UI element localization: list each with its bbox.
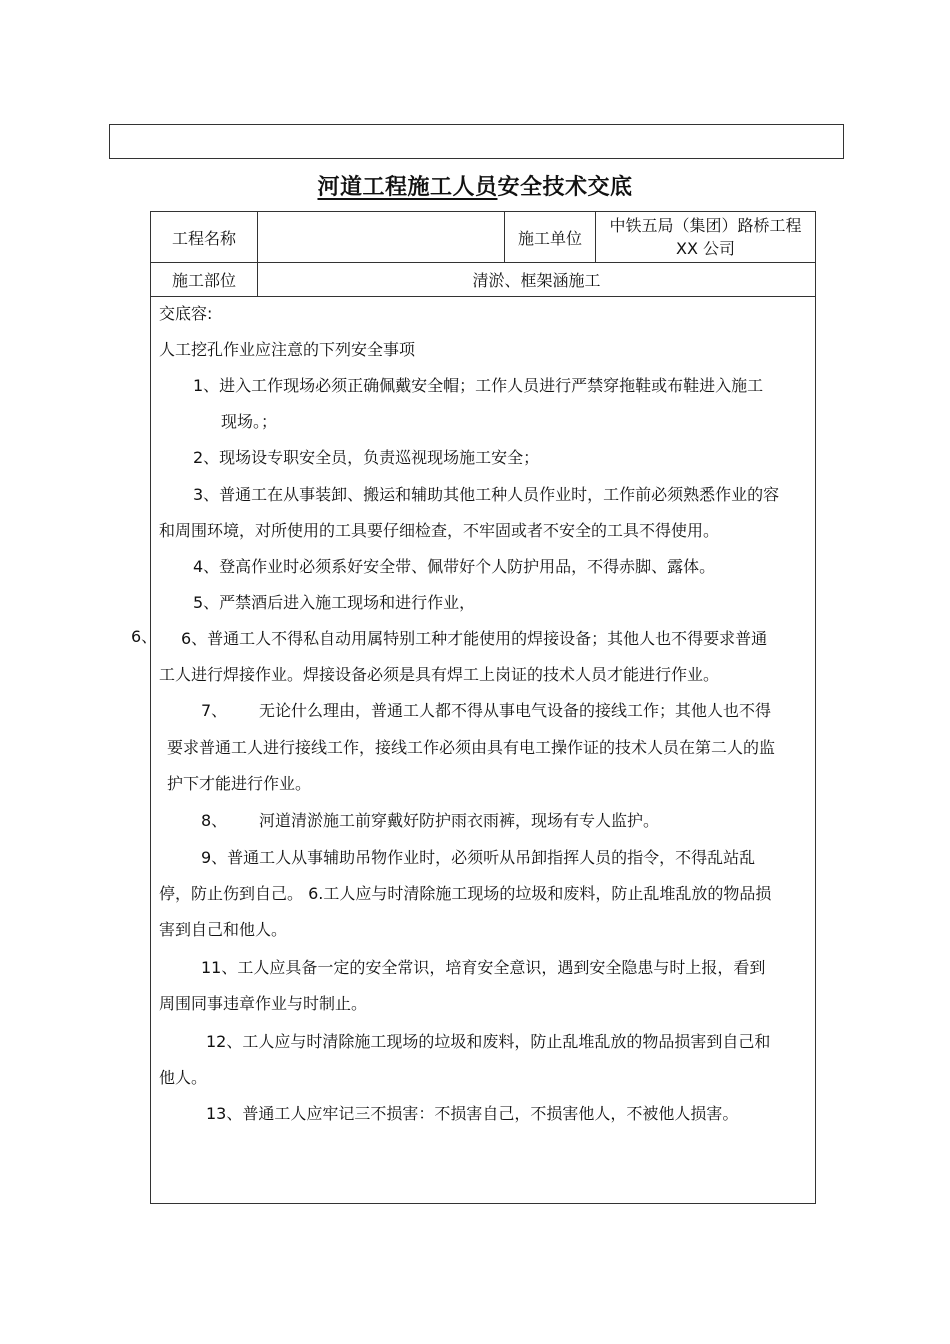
title-underlined-part: 河道工程施工人员 [317, 175, 498, 200]
unit-label: 施工单位 [517, 228, 582, 248]
body-line: 工人进行焊接作业。焊接设备必须是具有焊工上岗证的技术人员才能进行作业。 [159, 665, 720, 684]
body-line: 3、普通工在从事装卸、搬运和辅助其他工种人员作业时，工作前必须熟悉作业的容 [193, 485, 780, 504]
location-value: 清淤、框架涵施工 [472, 271, 601, 290]
body-line: 周围同事违章作业与时制止。 [159, 994, 368, 1013]
unit-value-line2: XX 公司 [675, 239, 735, 258]
body-line: 13、普通工人应牢记三不损害：不损害自己，不损害他人，不被他人损害。 [206, 1104, 739, 1123]
document-title [0, 170, 950, 201]
body-line: 2、现场设专职安全员，负责巡视现场施工安全； [193, 448, 540, 467]
body-line: 护下才能进行作业。 [167, 774, 312, 793]
body-line: 11、工人应具备一定的安全常识，培育安全意识，遇到安全隐患与时上报，看到 [201, 958, 766, 977]
body-line: 人工挖孔作业应注意的下列安全事项 [159, 340, 416, 359]
body-line: 交底容: [159, 304, 213, 323]
body-line: 5、严禁酒后进入施工现场和进行作业， [193, 593, 476, 612]
body-line: 河道清淤施工前穿戴好防护雨衣雨裤，现场有专人监护。 [259, 811, 660, 830]
body-line: 现场。； [221, 412, 278, 431]
grid-line [151, 296, 815, 297]
body-line: 9、普通工人从事辅助吊物作业时，必须听从吊卸指挥人员的指令，不得乱站乱 [201, 848, 756, 867]
body-line: 他人。 [159, 1068, 208, 1087]
header-blank-box [109, 124, 844, 159]
title-rest-part: 安全技术交底 [497, 175, 633, 200]
body-line: 4、登高作业时必须系好安全带、佩带好个人防护用品，不得赤脚、露体。 [193, 557, 716, 576]
body-line: 12、工人应与时清除施工现场的垃圾和废料，防止乱堆乱放的物品损害到自己和 [206, 1032, 771, 1051]
body-line: 7、 [201, 701, 228, 720]
unit-value [596, 212, 815, 262]
body-line: 6、普通工人不得私自动用属特别工种才能使用的焊接设备；其他人也不得要求普通 [181, 629, 768, 648]
body-line: 停，防止伤到自己。 6.工人应与时清除施工现场的垃圾和废料，防止乱堆乱放的物品损 [159, 884, 772, 903]
project-name-value [258, 212, 504, 262]
unit-value-line1: 中铁五局（集团）路桥工程 [609, 216, 802, 235]
body-line: 1、进入工作现场必须正确佩戴安全帽；工作人员进行严禁穿拖鞋或布鞋进入施工 [193, 376, 764, 395]
body-line: 和周围环境，对所使用的工具要仔细检查，不牢固或者不安全的工具不得使用。 [159, 521, 720, 540]
project-name-label: 工程名称 [171, 228, 236, 248]
body-line: 要求普通工人进行接线工作，接线工作必须由具有电工操作证的技术人员在第二人的监 [167, 738, 776, 757]
disclosure-form [150, 211, 816, 1204]
body-line: 害到自己和他人。 [159, 920, 288, 939]
body-line: 8、 [201, 811, 228, 830]
location-label: 施工部位 [171, 271, 236, 290]
margin-marker: 6、 [131, 627, 158, 646]
body-line: 无论什么理由，普通工人都不得从事电气设备的接线工作；其他人也不得 [259, 701, 772, 720]
